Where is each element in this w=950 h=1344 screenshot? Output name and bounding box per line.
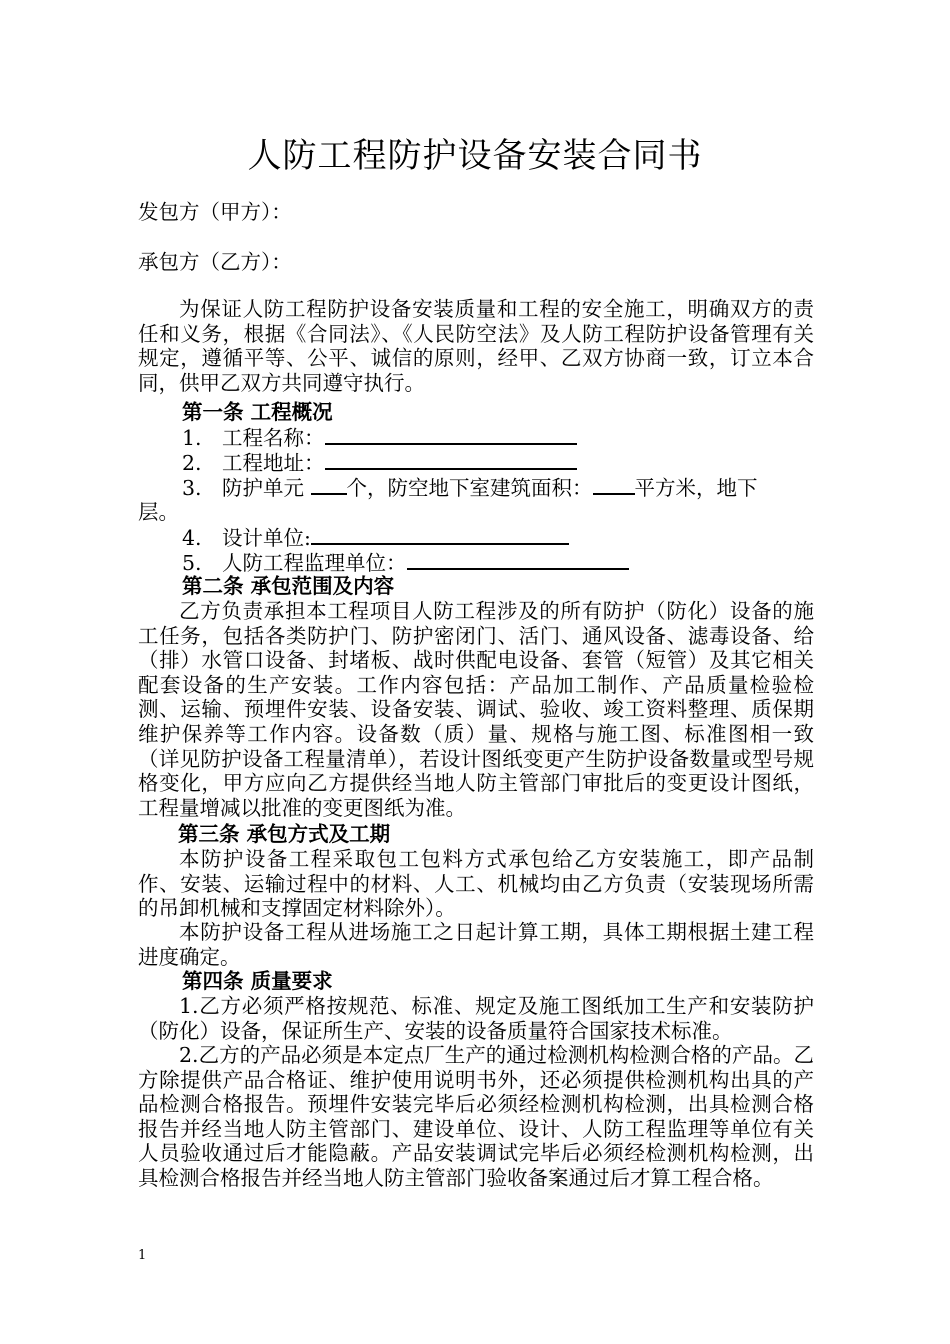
article2-body: 乙方负责承担本工程项目人防工程涉及的所有防护（防化）设备的施工任务，包括各类防护门、防护密闭门、活门、通风设备、滤毒设备、给（排）水管口设备、封堵板、战时供配电设备、套管（短管）及其它相关配套设备的生产安装。工作内容包括：产品加工制作、产品质量检验检测、运输、预埋件安装、设备安装、调试、验收、竣工资料整理、质保期维护保养等工作内容。设备数（质）量、规格与施工图、标准图相一致（详见防护设备工程量清单），若设计图纸变更产生防护设备数量或型号规格变化，甲方应向乙方提供经当地人防主管部门审批后的变更设计图纸，工程量增减以批准的变更图纸为准。 [138, 599, 814, 820]
article3-body1: 本防护设备工程采取包工包料方式承包给乙方安装施工，即产品制作、安装、运输过程中的材料、人工、机械均由乙方负责（安装现场所需的吊卸机械和支撑固定材料除外）。 [138, 847, 814, 921]
item-project-address [182, 450, 577, 476]
article3-body2: 本防护设备工程从进场施工之日起计算工期，具体工期根据土建工程进度确定。 [138, 920, 814, 969]
article1-heading: 第一条 工程概况 [182, 400, 333, 424]
article4-heading: 第四条 质量要求 [182, 969, 333, 993]
item-supervision-unit [182, 550, 629, 576]
item-label: 防护单元 [222, 476, 304, 500]
item-number: 3. [182, 476, 202, 500]
item-number: 2. [182, 451, 202, 475]
fill-blank[interactable] [593, 475, 635, 495]
item-number: 1. [182, 426, 202, 450]
article2-heading: 第二条 承包范围及内容 [182, 574, 395, 598]
item-label: 设计单位: [222, 526, 311, 550]
item-label: 个，防空地下室建筑面积： [346, 476, 593, 500]
item-label: 工程名称： [222, 426, 325, 450]
fill-blank[interactable] [407, 550, 629, 570]
item-label: 平方米，地下 [634, 476, 758, 500]
document-title: 人防工程防护设备安装合同书 [247, 136, 703, 176]
fill-blank[interactable] [325, 450, 577, 470]
item-project-name [182, 425, 577, 451]
fill-blank[interactable] [311, 475, 347, 495]
item-label: 工程地址： [222, 451, 325, 475]
fill-blank[interactable] [325, 425, 577, 445]
page-number: 1 [138, 1248, 147, 1263]
item-number: 5. [182, 551, 202, 575]
intro-paragraph: 为保证人防工程防护设备安装质量和工程的安全施工，明确双方的责任和义务，根据《合同法》、《人民防空法》及人防工程防护设备管理有关规定，遵循平等、公平、诚信的原则，经甲、乙双方协商一致，订立本合同，供甲乙双方共同遵守执行。 [138, 297, 814, 395]
item-protection-units-cont: 层。 [138, 500, 179, 524]
item-number: 4. [182, 526, 202, 550]
contractor-line: 承包方（乙方）： [138, 250, 292, 274]
article3-heading: 第三条 承包方式及工期 [178, 822, 391, 846]
item-design-unit [182, 525, 569, 551]
article4-body1: 1.乙方必须严格按规范、标准、规定及施工图纸加工生产和安装防护（防化）设备，保证所生产、安装的设备质量符合国家技术标准。 [138, 994, 814, 1043]
item-protection-units [182, 475, 758, 501]
employer-line: 发包方（甲方）： [138, 200, 292, 224]
item-label: 人防工程监理单位： [222, 551, 407, 575]
fill-blank[interactable] [311, 525, 569, 545]
article4-body2: 2.乙方的产品必须是本定点厂生产的通过检测机构检测合格的产品。乙方除提供产品合格证、维护使用说明书外，还必须提供检测机构出具的产品检测合格报告。预埋件安装完毕后必须经检测机构检测，出具检测合格报告并经当地人防主管部门、建设单位、设计、人防工程监理等单位有关人员验收通过后才能隐蔽。产品安装调试完毕后必须经检测机构检测，出具检测合格报告并经当地人防主管部门验收备案通过后才算工程合格。 [138, 1043, 814, 1190]
